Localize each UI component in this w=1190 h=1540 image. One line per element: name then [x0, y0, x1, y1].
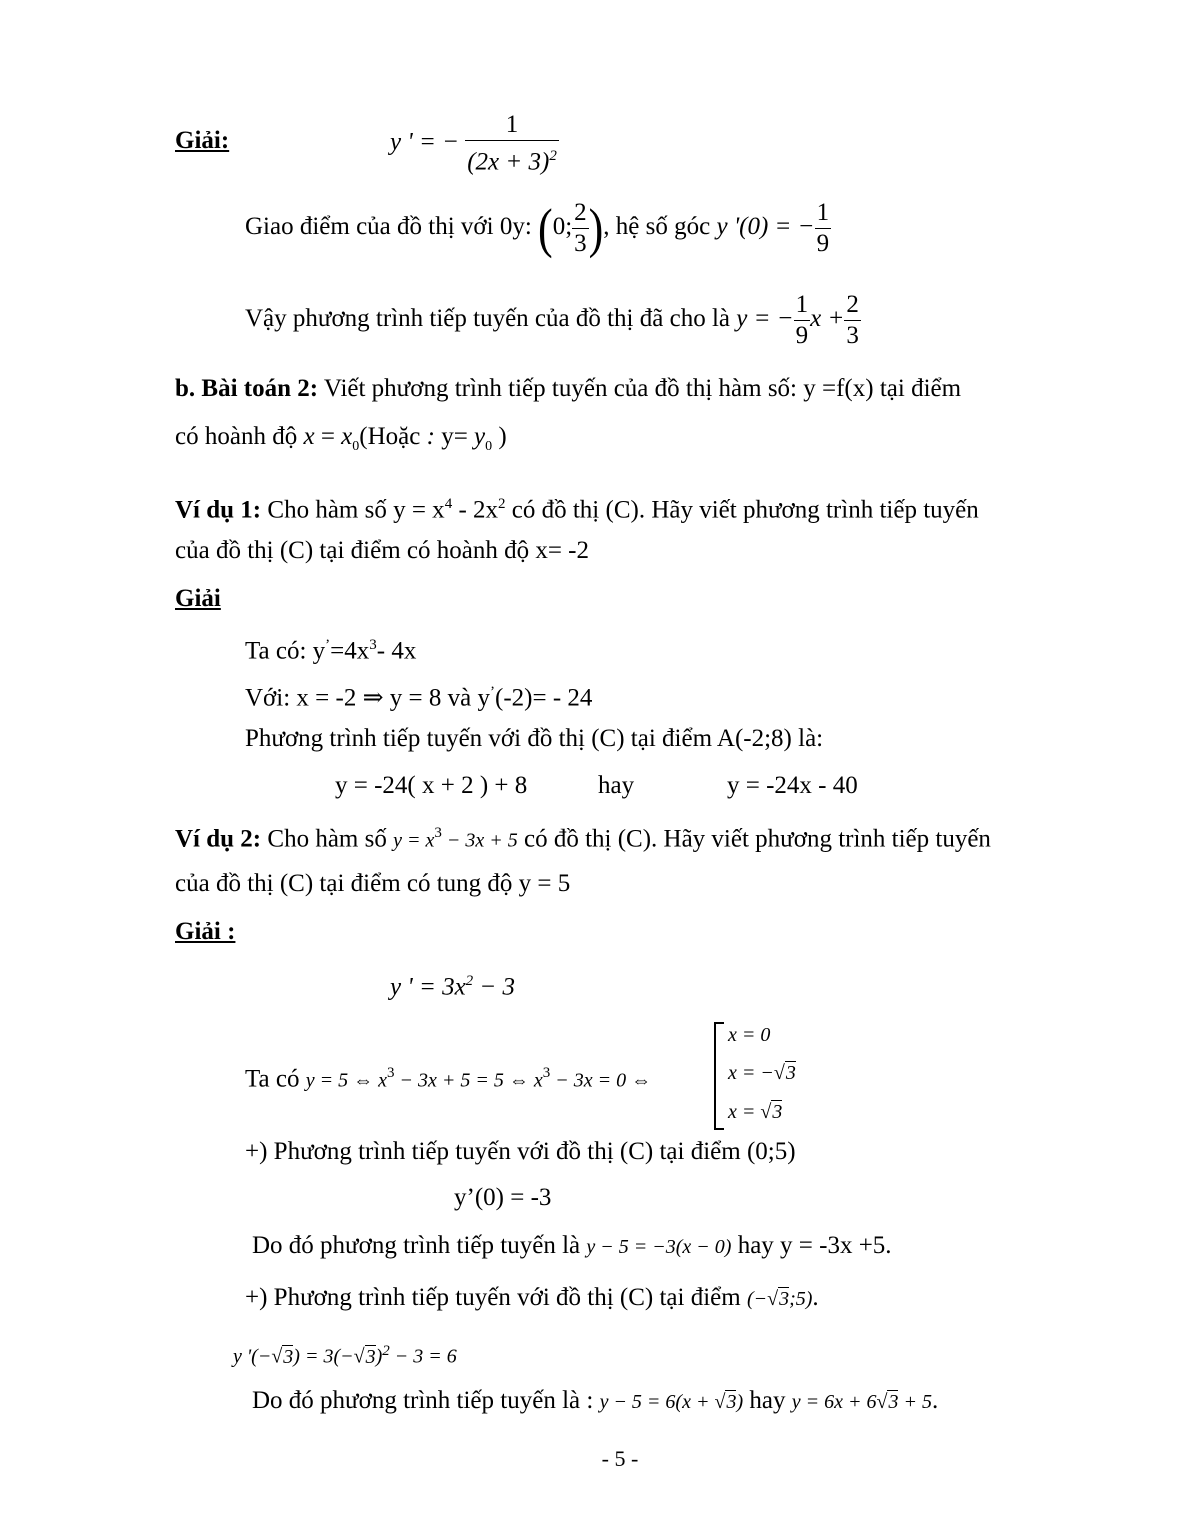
- example-2-line-1: Ví dụ 2: Cho hàm số $y = x^3 - 3x + 5$ có đồ thị (C). Hãy viết phương trình tiếp tuyến: [175, 825, 991, 853]
- page-number: - 5 -: [601, 1446, 639, 1471]
- value-line: Với: x = -2 ⇒ y = 8 và y’(-2)= - 24: [245, 684, 593, 712]
- case-2: x = −√3: [728, 1062, 796, 1084]
- derivative-line: Ta có: $y^’=4x^3-$ 4x: [245, 637, 417, 665]
- problem-2-heading: [175, 374, 961, 404]
- derivative-formula-1: [390, 110, 559, 177]
- numerator: 1: [505, 111, 519, 138]
- solution-label-2: Giải: [175, 585, 221, 612]
- example-1-line-2: của đồ thị (C) tại điểm có hoành độ x= -2: [175, 537, 590, 564]
- problem-2-label: b. Bài toán 2:: [175, 375, 319, 402]
- intersection-text: Giao điểm của đồ thị với 0y:: [245, 213, 532, 241]
- slope-expr: y '(0) = −: [716, 213, 815, 241]
- problem-2-line-2: có hoành độ $x = x_0(Hoặc$ : $y= y_0$ ): [175, 423, 507, 454]
- tangent-2-conclusion: Do đó phương trình tiếp tuyến là : y − 5 = 6(x + √3) hay y = 6x + 6√3 + 5.: [252, 1387, 939, 1414]
- example-2-line-2: của đồ thị (C) tại điểm có tung độ y = 5: [175, 870, 571, 897]
- conclusion-expr: y = −: [736, 305, 794, 333]
- implies-icon: ⇒: [362, 684, 384, 712]
- slope-text: , hệ số góc: [603, 213, 711, 241]
- tangent-equation-line: y = -24( x + 2 ) + 8: [335, 772, 528, 799]
- tangent-result: y = -24x - 40: [727, 772, 858, 799]
- intersection-line: Giao điểm của đồ thị với 0y: (0; $\frac{2}{3}$ ), hệ số góc y '(0) = − $\frac{1}{9}$: [245, 197, 830, 259]
- solution-label: Giải:: [175, 127, 230, 154]
- tangent-at-sqrt3-line: +) Phương trình tiếp tuyến với đồ thị (C) tại điểm (−√3;5).: [245, 1284, 819, 1311]
- solution-label-1: [175, 126, 229, 156]
- solution-label-3: Giải :: [175, 918, 236, 945]
- slope-sqrt3-line: y '$(-√3) = 3(-√3)^2 - 3 = 6$: [233, 1343, 457, 1368]
- problem-2-text: Viết phương trình tiếp tuyến của đồ thị hàm số: y =f(x) tại điểm: [318, 375, 962, 402]
- tangent-conclusion-line: Vậy phương trình tiếp tuyến của đồ thị đã cho là y = − $\frac{1}{9}$ x + $\frac{2}{3}$: [245, 291, 859, 349]
- point-fraction: $\frac{2}{3}$: [574, 199, 587, 257]
- conclusion-text: Vậy phương trình tiếp tuyến của đồ thị đã cho là: [245, 305, 730, 333]
- derivative-lhs: y ' = −: [390, 128, 459, 156]
- tangent-at-05-line: +) Phương trình tiếp tuyến với đồ thị (C) tại điểm (0;5): [245, 1138, 796, 1165]
- tangent-at-a-line: Phương trình tiếp tuyến với đồ thị (C) tại điểm A(-2;8) là:: [245, 725, 824, 752]
- fraction: [465, 110, 559, 177]
- case-3: x = √3: [728, 1101, 783, 1123]
- denominator: $(2x + 3)^2$: [467, 148, 557, 176]
- example-1-line-1: Ví dụ 1: Cho hàm số $y = x^4 - 2x^2$ có đồ thị (C). Hãy viết phương trình tiếp tuyến: [175, 496, 979, 524]
- tangent-1-conclusion: Do đó phương trình tiếp tuyến là y − 5 = −3(x − 0) hay y = -3x +5.: [252, 1232, 892, 1259]
- example-2-label: Ví dụ 2:: [175, 825, 262, 853]
- example-1-label: Ví dụ 1:: [175, 496, 262, 524]
- solve-line: Ta có y = 5 ⇔ $x^3 - 3x + 5 = 5$ ⇔ $x^3 - 3x = 0$ ⇔: [245, 1065, 652, 1093]
- derivative-2-line: y ' = $3x^2 - 3$: [390, 973, 516, 1001]
- case-bracket: [714, 1022, 724, 1130]
- slope-0-line: y’(0) = -3: [454, 1184, 552, 1211]
- case-1: x = 0: [728, 1024, 771, 1046]
- hay-word: hay: [598, 772, 635, 799]
- slope-fraction: $\frac{1}{9}$: [816, 199, 830, 257]
